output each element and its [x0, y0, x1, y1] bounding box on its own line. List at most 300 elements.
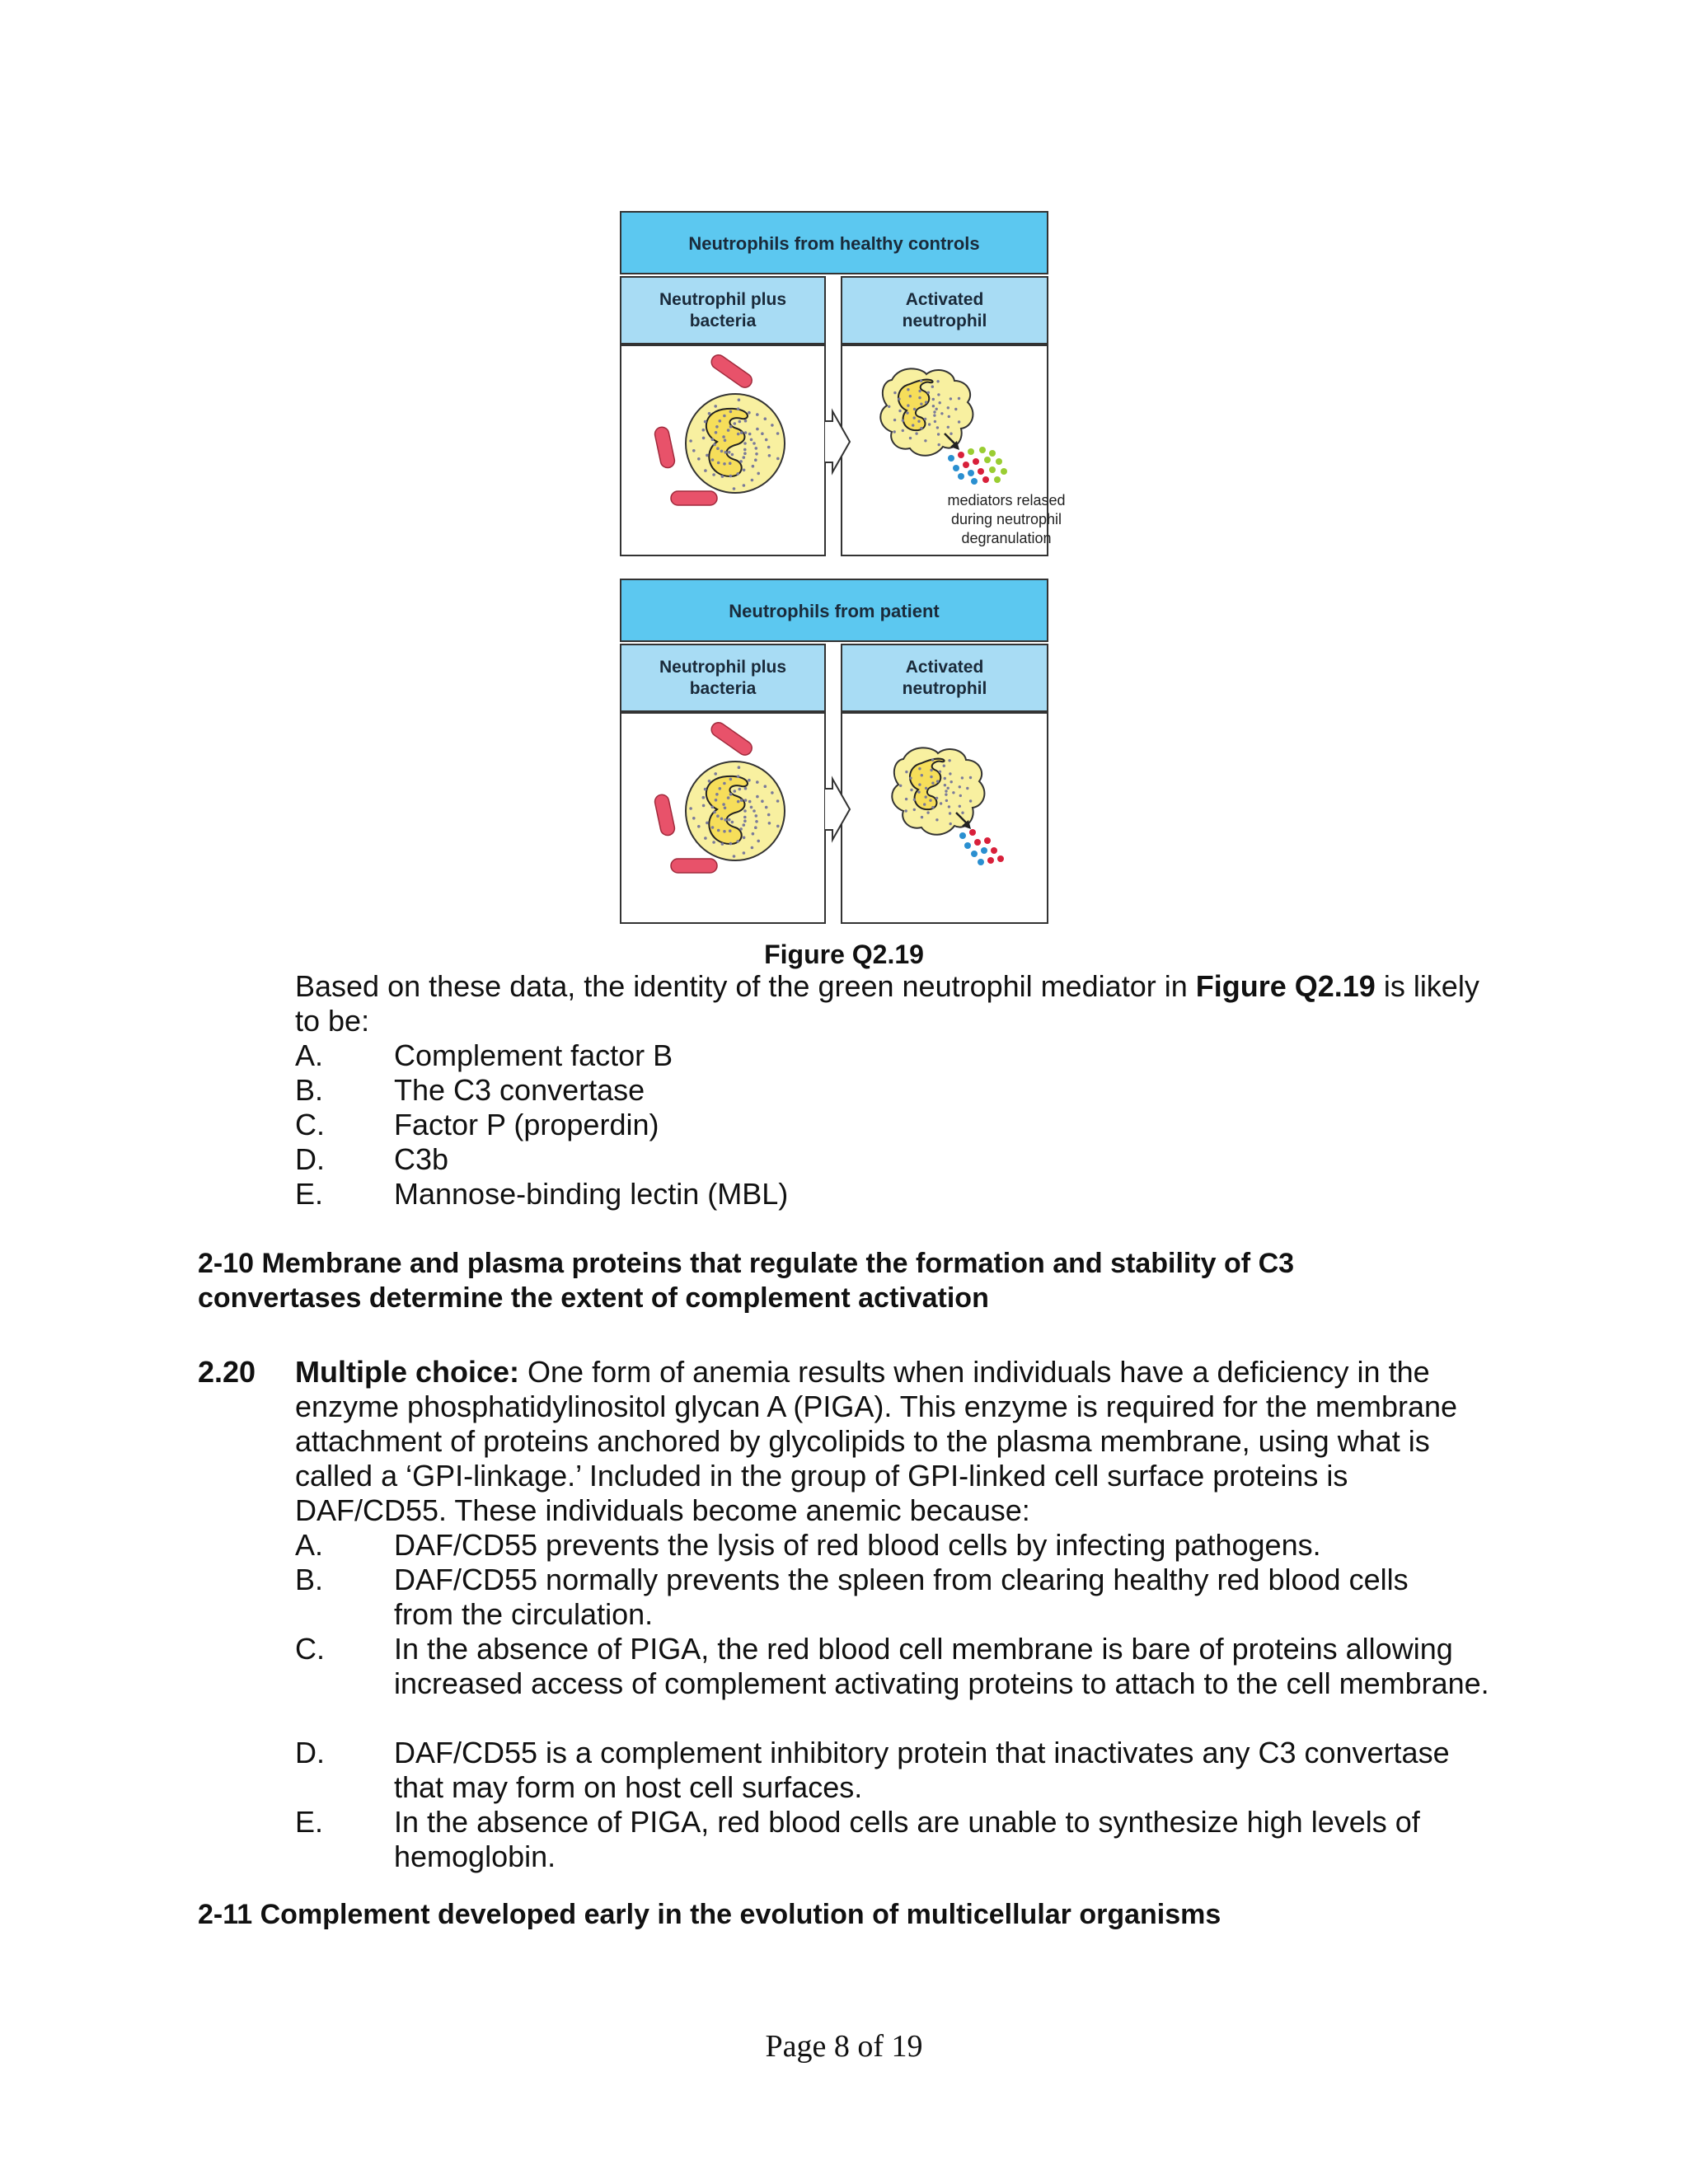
granule [754, 826, 757, 829]
granule [715, 425, 719, 429]
granule [754, 458, 757, 462]
granule [706, 454, 709, 457]
granule [724, 818, 727, 822]
granule [717, 829, 720, 832]
granule [913, 408, 916, 410]
granule [933, 414, 935, 416]
granule [753, 442, 756, 445]
granule [905, 809, 907, 812]
granule [893, 430, 896, 433]
granule [729, 462, 732, 465]
granule [702, 429, 706, 432]
granule [940, 802, 942, 804]
option-text: DAF/CD55 normally prevents the spleen from clearing healthy red blood cells from the circulation. [394, 1563, 1409, 1631]
granule [932, 398, 935, 401]
granule [767, 446, 771, 449]
q2-19-option-d [295, 1142, 1498, 1177]
granule [776, 457, 780, 461]
granule [929, 799, 931, 802]
q2-19-option-e [295, 1177, 1498, 1212]
granule [909, 776, 912, 779]
granule [912, 424, 914, 426]
granule [931, 806, 934, 808]
granule [915, 432, 917, 434]
granule [950, 780, 953, 783]
granule [751, 846, 754, 850]
granule [736, 472, 739, 476]
granule [743, 456, 746, 459]
option-text: C3b [394, 1142, 449, 1176]
granule [737, 775, 740, 778]
granule [755, 820, 758, 823]
mediator [989, 450, 996, 457]
option-text: DAF/CD55 prevents the lysis of red blood cells by infecting pathogens. [394, 1528, 1321, 1562]
granule [898, 410, 901, 412]
mediator [964, 842, 971, 849]
mediator [996, 458, 1002, 465]
mediator [997, 855, 1004, 862]
mediator [978, 468, 984, 475]
granule [934, 420, 936, 423]
granule [689, 439, 692, 443]
granule [950, 397, 952, 400]
granule [768, 454, 771, 457]
granule [949, 772, 951, 775]
mediator [984, 457, 991, 463]
option-text: The C3 convertase [394, 1073, 645, 1107]
option-letter: E. [295, 1805, 324, 1839]
granule [902, 429, 904, 432]
top-panel-header: Neutrophils from healthy controls [688, 233, 980, 254]
granule [729, 425, 733, 429]
granule [737, 407, 740, 410]
granule [961, 776, 964, 779]
granule [945, 799, 948, 802]
granule [917, 420, 920, 423]
granule [943, 765, 945, 767]
granule [743, 851, 746, 855]
granule [947, 406, 950, 409]
granule [913, 799, 916, 801]
granule [940, 412, 943, 415]
granule [728, 818, 731, 822]
bottom-right-label-bg [842, 644, 1048, 711]
mediator [982, 476, 989, 483]
granule [948, 759, 950, 762]
question-2-20-stem [295, 1355, 1474, 1528]
granule [729, 778, 733, 781]
granule [729, 829, 732, 832]
granule [921, 816, 923, 818]
granule [905, 798, 907, 800]
mediator [979, 447, 986, 453]
granule [702, 796, 706, 799]
granule [724, 439, 727, 443]
option-letter: D. [295, 1142, 325, 1176]
option-text: Complement factor B [394, 1038, 673, 1072]
option-letter: B. [295, 1563, 324, 1596]
granule [935, 797, 938, 799]
granule [728, 451, 731, 454]
granule [927, 391, 930, 394]
granule [719, 787, 722, 790]
granule [702, 804, 706, 808]
figure-caption: Figure Q2.19 [764, 940, 924, 969]
option-letter: C. [295, 1632, 325, 1666]
granule [738, 766, 741, 769]
granule [744, 419, 748, 423]
granule [720, 450, 724, 453]
granule [888, 405, 890, 408]
top-left-label-line1: Neutrophil plus [659, 290, 786, 309]
granule [743, 452, 747, 455]
granule [727, 796, 730, 799]
granule [913, 808, 916, 811]
granule [936, 380, 939, 382]
granule [748, 411, 751, 415]
mediator [958, 452, 964, 458]
granule [948, 805, 950, 808]
granule [937, 393, 940, 396]
granule [902, 419, 904, 422]
granule [711, 826, 715, 829]
mediator [978, 859, 984, 865]
granule [944, 777, 946, 780]
mediator [984, 837, 991, 844]
granule [723, 415, 726, 418]
granule [722, 803, 725, 806]
granule [909, 395, 912, 397]
granule [925, 795, 927, 798]
granule [931, 782, 934, 785]
granule [947, 426, 950, 429]
q2-20-option-e [295, 1805, 1498, 1874]
granule [948, 415, 950, 418]
granule [913, 416, 916, 419]
bottom-right-label-line1: Activated [905, 658, 984, 677]
granule [722, 435, 725, 438]
granule [729, 475, 733, 478]
stem-figure-ref: Figure Q2.19 [1195, 969, 1376, 1003]
q2-19-option-c [295, 1108, 1498, 1142]
granule [702, 437, 706, 440]
granule [761, 799, 764, 803]
granule [909, 437, 912, 439]
bottom-left-label-line2: bacteria [689, 679, 757, 698]
granule [729, 842, 733, 846]
granule [936, 780, 939, 782]
granule [743, 484, 746, 487]
top-left-label-bg [621, 277, 825, 344]
mediator [987, 857, 994, 864]
mediator [969, 829, 976, 836]
granule [748, 800, 752, 804]
option-letter: A. [295, 1038, 324, 1072]
bottom-left-label-bg [621, 644, 825, 711]
option-text: In the absence of PIGA, the red blood cell membrane is bare of proteins allowing increased access of complement activating proteins to attach to the cell membrane. [394, 1632, 1489, 1700]
granule [755, 452, 758, 456]
granule [771, 791, 774, 794]
granule [954, 408, 957, 410]
granule [743, 448, 747, 452]
mediator [974, 839, 981, 846]
granule [734, 422, 737, 425]
granule [907, 404, 909, 406]
granule [704, 469, 707, 472]
granule [920, 427, 922, 429]
q2-20-option-c [295, 1632, 1498, 1736]
granule [771, 424, 774, 427]
granule [756, 413, 759, 416]
top-right-label-line1: Activated [905, 290, 984, 309]
granule [711, 805, 715, 808]
granule [743, 819, 747, 823]
bacterium [671, 859, 717, 873]
granule [720, 818, 724, 821]
mediator [991, 847, 997, 854]
granule [958, 397, 960, 400]
mediator [959, 832, 966, 839]
stem-text: Based on these data, the identity of the green neutrophil mediator in [295, 969, 1196, 1003]
granule [713, 443, 716, 447]
mediator [989, 466, 996, 473]
granule [697, 825, 701, 828]
granule [743, 442, 747, 445]
option-letter: C. [295, 1108, 325, 1141]
granule [715, 799, 718, 802]
granule [930, 776, 932, 778]
granule [947, 787, 950, 790]
granule [925, 787, 927, 790]
granule [952, 791, 954, 794]
granule [937, 433, 940, 435]
section-2-10-heading-line1: 2-10 Membrane and plasma proteins that regulate the formation and stability of C3 [198, 1248, 1295, 1279]
granule [733, 855, 736, 858]
granule [905, 771, 907, 773]
granule [924, 439, 926, 442]
granule [724, 451, 727, 454]
granule [717, 462, 720, 465]
mediator [968, 470, 974, 476]
granule [716, 814, 720, 818]
granule [898, 397, 900, 400]
granule [961, 812, 964, 814]
granule [731, 453, 734, 457]
granule [737, 433, 740, 436]
granule [737, 800, 740, 804]
granule [917, 790, 920, 793]
granule [748, 779, 751, 782]
granule [713, 811, 716, 814]
granule [738, 788, 742, 791]
granule [776, 825, 780, 828]
mediator [1001, 468, 1007, 475]
mediator [973, 458, 979, 465]
option-text: Factor P (properdin) [394, 1108, 659, 1141]
granule [723, 830, 726, 833]
granule [724, 807, 727, 810]
granule [750, 438, 753, 442]
granule [744, 431, 748, 434]
granule [708, 412, 711, 415]
granule [907, 388, 909, 391]
granule [712, 841, 715, 844]
resting-neutrophil [686, 394, 785, 493]
mediator [963, 462, 969, 468]
granule [768, 822, 771, 825]
granule [755, 814, 758, 818]
granule [918, 783, 921, 785]
mediator [953, 465, 959, 471]
granule [743, 823, 746, 827]
granule [969, 799, 972, 802]
granule [921, 774, 923, 776]
granule [933, 410, 935, 413]
option-letter: A. [295, 1528, 324, 1562]
bottom-panel-header: Neutrophils from patient [729, 601, 940, 621]
granule [761, 432, 764, 435]
mediator-note-line2: during neutrophil [950, 511, 1062, 527]
granule [893, 391, 896, 394]
granule [738, 420, 742, 424]
granule [721, 842, 724, 846]
granule [958, 420, 960, 423]
granule [918, 767, 921, 770]
q2-20-option-d [295, 1736, 1498, 1805]
granule [950, 823, 952, 825]
granule [931, 386, 934, 388]
granule [928, 423, 931, 425]
granule [750, 806, 753, 809]
q2-19-option-b [295, 1073, 1498, 1108]
granule [938, 443, 940, 446]
granule [743, 809, 747, 813]
bacterium [671, 491, 717, 505]
option-letter: D. [295, 1736, 325, 1769]
granule [764, 785, 767, 788]
granule [719, 419, 722, 423]
granule [945, 790, 947, 792]
granule [692, 817, 696, 820]
granule [740, 799, 743, 802]
mediator [948, 455, 954, 462]
granule [910, 789, 912, 791]
granule [711, 458, 715, 462]
granule [757, 472, 760, 476]
resting-neutrophil [686, 762, 785, 860]
granule [714, 405, 717, 408]
q2-19-option-a [295, 1038, 1498, 1073]
mediator-note-line3: degranulation [961, 530, 1052, 546]
granule [733, 487, 736, 490]
granule [744, 787, 748, 790]
granule [939, 771, 941, 773]
mediator [958, 473, 964, 480]
granule [756, 780, 759, 784]
granule [743, 816, 747, 819]
activated-neutrophil [880, 368, 973, 455]
granule [689, 807, 692, 810]
granule [906, 411, 908, 414]
granule [936, 426, 939, 429]
granule [918, 396, 921, 399]
granule [736, 840, 739, 843]
granule [721, 475, 724, 478]
granule [939, 401, 941, 404]
granule [734, 790, 737, 793]
section-2-11-heading: 2-11 Complement developed early in the evolution of multicellular organisms [198, 1899, 1221, 1930]
granule [893, 419, 896, 421]
granule [704, 837, 707, 840]
granule [739, 460, 743, 463]
option-text: DAF/CD55 is a complement inhibitory protein that inactivates any C3 convertase that may form on host cell surfaces. [394, 1736, 1450, 1804]
top-right-label-bg [842, 277, 1048, 344]
mediator [994, 476, 1001, 483]
granule [753, 809, 756, 813]
granule [959, 794, 962, 797]
granule [756, 428, 759, 431]
top-left-label-line2: bacteria [689, 312, 757, 330]
granule [945, 793, 947, 795]
granule [704, 420, 707, 424]
granule [926, 811, 929, 813]
activated-neutrophil [892, 748, 984, 834]
granule [755, 447, 758, 450]
option-text: Mannose-binding lectin (MBL) [394, 1177, 789, 1211]
granule [727, 429, 730, 432]
granule [714, 772, 717, 776]
granule [715, 793, 719, 796]
granule [950, 433, 952, 435]
granule [739, 827, 743, 831]
granule [931, 758, 934, 761]
mediator [968, 448, 974, 455]
granule [925, 401, 927, 403]
granule [776, 432, 780, 435]
page-number: Page 8 of 19 [765, 2029, 923, 2064]
mediator [971, 851, 978, 857]
granule [944, 784, 946, 786]
granule [697, 457, 701, 461]
granule [959, 785, 961, 788]
granule [764, 417, 767, 420]
granule [899, 785, 902, 787]
granule [966, 787, 968, 790]
option-letter: E. [295, 1177, 324, 1211]
granule [930, 769, 932, 771]
option-letter: B. [295, 1073, 324, 1107]
granule [729, 410, 733, 414]
granule [923, 803, 926, 805]
granule [757, 840, 760, 843]
mediator [971, 478, 978, 485]
granule [765, 806, 768, 809]
granule [765, 438, 768, 442]
top-panel [621, 212, 1066, 555]
granule [920, 403, 922, 405]
granule [729, 793, 733, 796]
granule [743, 837, 746, 840]
bottom-panel [621, 579, 1048, 923]
figure-q2-19 [620, 211, 1066, 936]
granule [756, 795, 759, 799]
bottom-right-label-line2: neutrophil [902, 679, 987, 698]
question-2-20-number: 2.20 [198, 1355, 256, 1389]
granule [743, 469, 746, 472]
granule [932, 405, 935, 407]
granule [776, 799, 780, 803]
granule [738, 398, 741, 401]
